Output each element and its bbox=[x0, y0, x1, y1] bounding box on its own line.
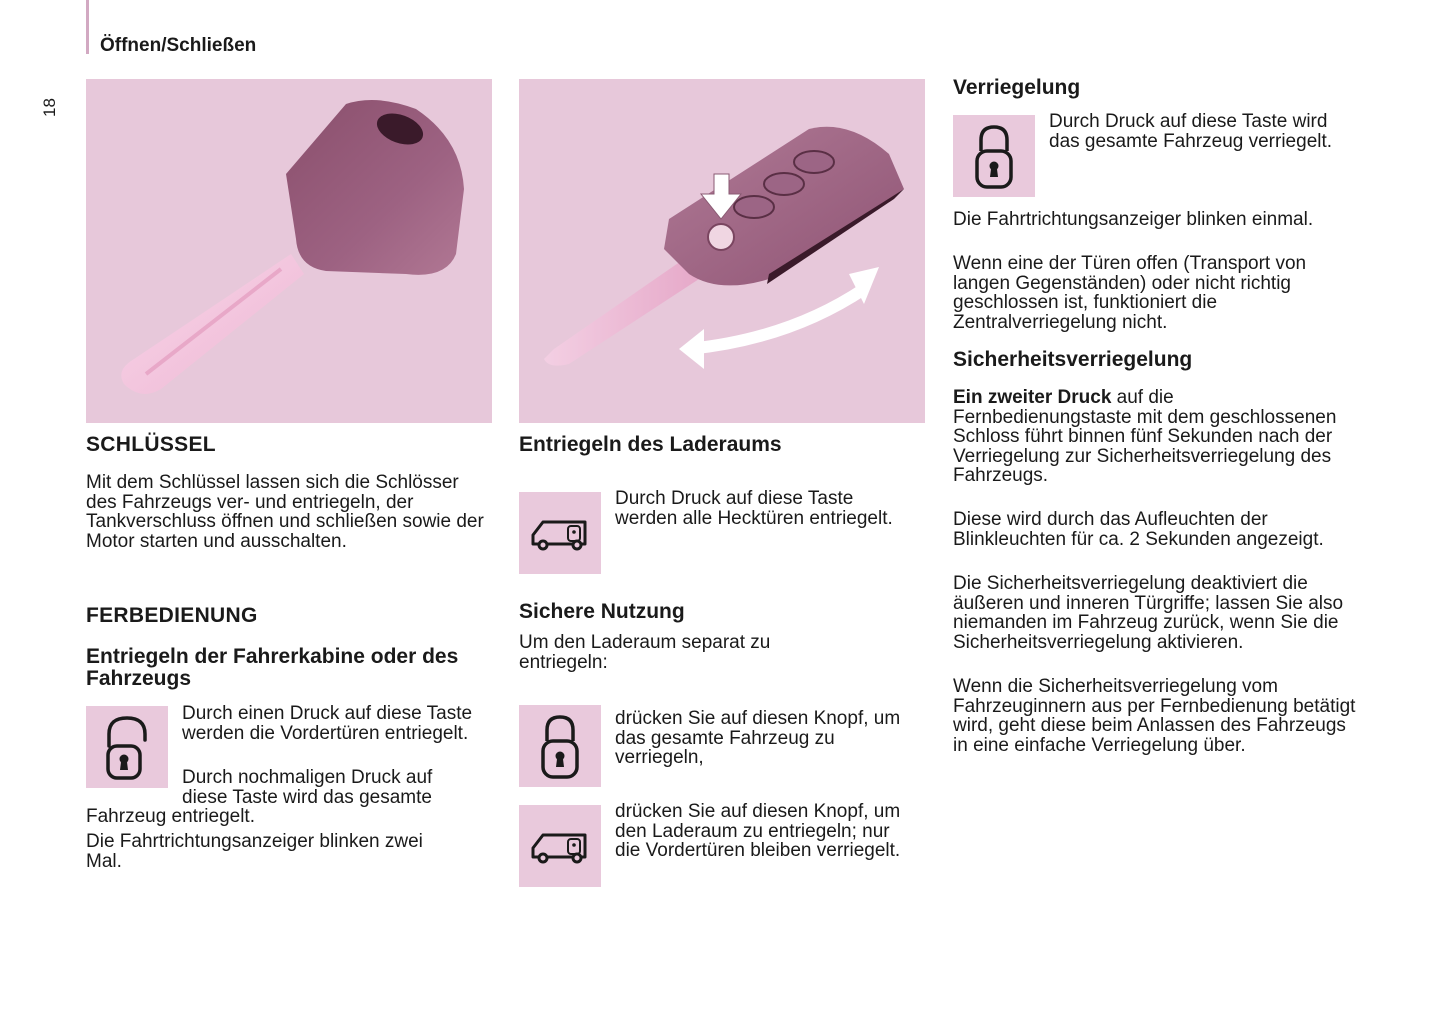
sicherheit-title: Sicherheitsverriegelung bbox=[953, 348, 1193, 371]
sicherheit-paragraph bbox=[953, 388, 1353, 486]
lock-icon bbox=[953, 115, 1035, 197]
unlock-text-2b: diese Taste wird das gesamte bbox=[182, 787, 432, 808]
rear-door-unlock-icon-2 bbox=[519, 805, 601, 887]
blink-text: Die Fahrtrichtungsanzeiger blinken einmal. bbox=[953, 209, 1314, 230]
verriegelung-text: Durch Druck auf diese Taste wird das gesamte Fahrzeug verriegelt. bbox=[1049, 111, 1333, 152]
key-icon bbox=[86, 79, 492, 423]
page-number: 18 bbox=[40, 98, 59, 117]
step2-text: drücken Sie auf diesen Knopf, um den Laderaum zu entriegeln; nur die Vordertüren bleiben verriegelt. bbox=[615, 801, 901, 862]
schluessel-text: Mit dem Schlüssel lassen sich die Schlösser des Fahrzeugs ver- und entriegeln, der Tankverschluss öffnen und schließen sowie der Motor starten und ausschalten. bbox=[86, 472, 484, 552]
remote-key-illustration bbox=[519, 79, 925, 423]
verriegelung-title: Verriegelung bbox=[953, 76, 1081, 99]
sichere-text: Um den Laderaum separat zu entriegeln: bbox=[519, 632, 771, 673]
sicherheit-text: auf die Fernbedienungstaste mit dem geschlossenen Schloss führt binnen fünf Sekunden nach der Verriegelung zur Sicherheitsverriegelung des Fahrzeugs. bbox=[953, 387, 1337, 487]
unlock-text-2c: Fahrzeug entriegelt. bbox=[86, 806, 255, 827]
unlock-button-icon bbox=[86, 706, 168, 788]
entriegeln-title: Entriegeln der Fahrerkabine oder des Fahrzeugs bbox=[86, 645, 459, 690]
anzeige-text: Diese wird durch das Aufleuchten der Blinkleuchten für ca. 2 Sekunden angezeigt. bbox=[953, 509, 1324, 550]
lock-button-icon bbox=[519, 705, 601, 787]
key-illustration bbox=[86, 79, 492, 423]
step1-text: drücken Sie auf diesen Knopf, um das gesamte Fahrzeug zu verriegeln, bbox=[615, 708, 901, 769]
sicherheit-bold: Ein zweiter Druck bbox=[953, 387, 1112, 408]
page-header: Öffnen/Schließen bbox=[100, 35, 257, 56]
unlock-text-2a: Durch nochmaligen Druck auf bbox=[182, 767, 433, 788]
schluessel-title: SCHLÜSSEL bbox=[86, 433, 216, 456]
doors-text: Wenn eine der Türen offen (Transport von langen Gegenständen) oder nicht richtig geschlossen ist, funktioniert die Zentralverriegelung nicht. bbox=[953, 253, 1307, 333]
margin-rule bbox=[86, 0, 89, 54]
laderaum-title: Entriegeln des Laderaums bbox=[519, 433, 782, 456]
rear-door-unlock-icon bbox=[519, 492, 601, 574]
sichere-title: Sichere Nutzung bbox=[519, 600, 685, 623]
deaktiviert-text: Die Sicherheitsverriegelung deaktiviert die äußeren und inneren Türgriffe; lassen Sie also niemanden im Fahrzeug zurück, wenn Sie die Sicherheitsverriegelung aktivieren. bbox=[953, 573, 1344, 653]
laderaum-text: Durch Druck auf diese Taste werden alle Hecktüren entriegelt. bbox=[615, 488, 893, 529]
innen-text: Wenn die Sicherheitsverriegelung vom Fahrzeuginnern aus per Fernbedienung betätigt wird, geht diese beim Anlassen des Fahrzeugs in eine einfache Verriegelung über. bbox=[953, 676, 1356, 756]
unlock-text-3: Die Fahrtrichtungsanzeiger blinken zwei Mal. bbox=[86, 831, 423, 872]
unlock-text-1: Durch einen Druck auf diese Taste werden die Vordertüren entriegelt. bbox=[182, 703, 473, 744]
remote-key-icon bbox=[519, 79, 925, 423]
fernbedienung-title: FERBEDIENUNG bbox=[86, 604, 258, 627]
